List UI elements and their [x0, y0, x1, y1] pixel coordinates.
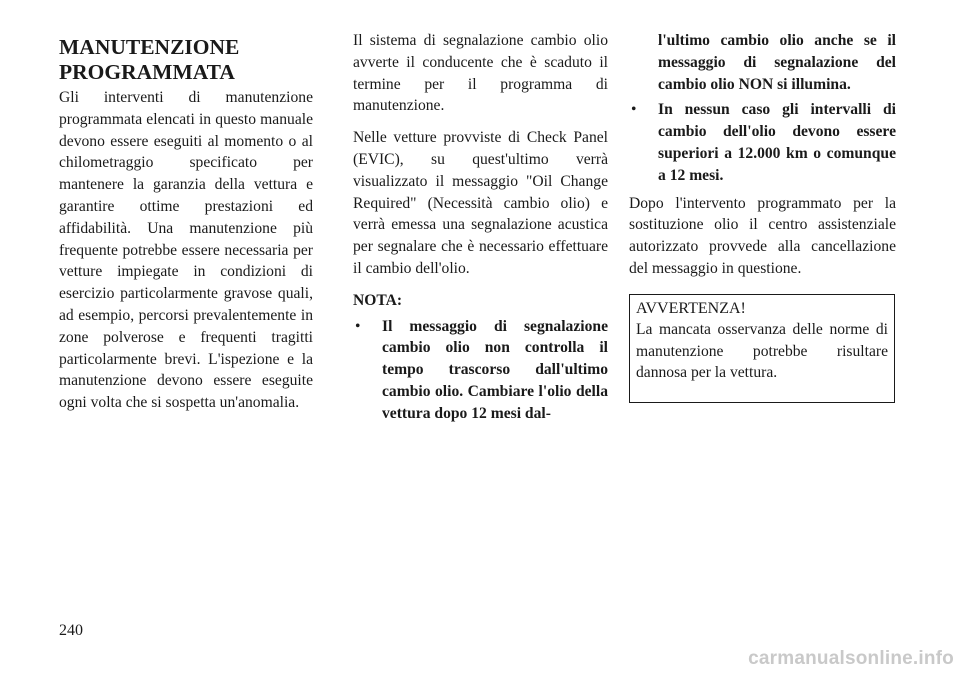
- warning-box: [629, 294, 895, 403]
- watermark: carmanualsonline.info: [748, 648, 954, 669]
- intro-paragraph: Gli interventi di manutenzione programmata elencati in questo manuale devono essere eseguiti al momento o al chilometraggio specificato per mantenere la garanzia della vettura e garantire ottime prestazioni ed affidabilità. Una manutenzione più frequente potrebbe essere necessaria per vetture impiegate in condizioni di esercizio particolarmente gravose quali, ad esempio, percorsi prevalentemente in zone polverose e frequenti tragitti particolarmente brevi. L'ispezione e la manutenzione devono essere eseguite ogni volta che si sospetta un'anomalia.: [59, 89, 313, 412]
- nota-list-continued: [629, 99, 896, 186]
- reset-paragraph: Dopo l'intervento programmato per la sostituzione olio il centro assistenziale autorizzato provvede alla cancellazione del messaggio in questione.: [629, 194, 896, 277]
- nota-list: [353, 316, 608, 425]
- column-3: [629, 30, 896, 403]
- warning-body: La mancata osservanza delle norme di manutenzione potrebbe risultare dannosa per la vettura.: [636, 320, 888, 382]
- list-item-continuation: l'ultimo cambio olio anche se il messaggio di segnalazione del cambio olio NON si illumina.: [658, 32, 896, 93]
- list-item-text: Il messaggio di segnalazione cambio olio non controlla il tempo trascorso dall'ultimo cambio olio. Cambiare l'olio della vettura dopo 12 mesi dal-: [382, 317, 608, 422]
- warning-title: AVVERTENZA!: [636, 299, 746, 317]
- bullet-icon: •: [631, 101, 637, 119]
- oil-warning-paragraph: Il sistema di segnalazione cambio olio avverte il conducente che è scaduto il termine per il programma di manutenzione.: [353, 32, 608, 115]
- list-item: [353, 316, 608, 425]
- evic-paragraph: Nelle vetture provviste di Check Panel (EVIC), su quest'ultimo verrà visualizzato il messaggio "Oil Change Required" (Necessità cambio olio) e verrà emessa una segnalazione acustica per segnalare che è necessario effettuare il cambio dell'olio.: [353, 129, 608, 277]
- bullet-icon: •: [355, 317, 361, 335]
- list-item-text: In nessun caso gli intervalli di cambio dell'olio devono essere superiori a 12.000 km o comunque a 12 mesi.: [658, 101, 896, 184]
- nota-label: NOTA:: [353, 291, 403, 309]
- column-2: [353, 30, 608, 429]
- list-item: [629, 99, 896, 186]
- column-1: [59, 30, 313, 424]
- page-number: 240: [59, 622, 83, 639]
- section-title: MANUTENZIONE PROGRAMMATA: [59, 35, 240, 84]
